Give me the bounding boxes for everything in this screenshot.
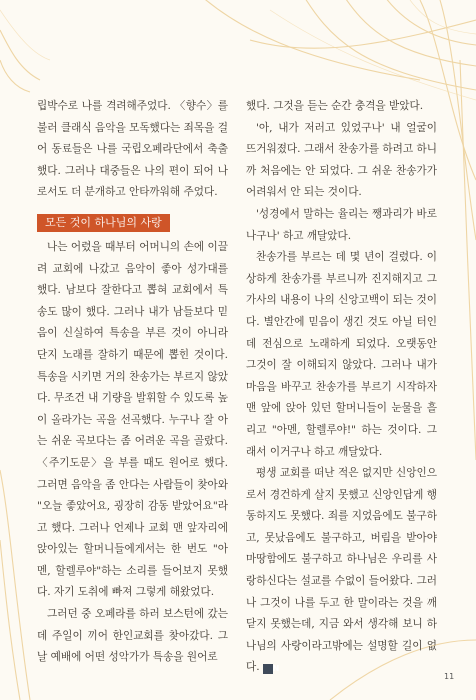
body-paragraph: 립박수로 나를 격려해주었다. 〈향수〉를 불러 클래식 음악을 모독했다는 죄목을 걸어 동료들은 나를 국립오페라단에서 축출했다. 그러나 대중들은 나의 편이 되어 나로서도 더 분개하고 안타까워해 주었다.	[37, 100, 228, 199]
end-mark-icon: N	[263, 664, 273, 674]
body-paragraph: 했다. 그것을 듣는 순간 충격을 받았다.	[246, 100, 424, 112]
body-paragraph: '아, 내가 저러고 있었구나' 내 얼굴이 뜨거워졌다. 그래서 찬송가를 하려고 하니까 처음에는 안 되었다. 그 쉬운 찬송가가 어려워서 안 되는 것이다.	[246, 121, 437, 199]
body-paragraph	[246, 463, 437, 679]
body-paragraph: 그러던 중 오페라를 하러 보스턴에 갔는데 주일이 끼어 한인교회를 찾아갔다. 그날 예배에 어떤 성악가가 특송을 원어로	[37, 608, 228, 664]
body-paragraph: '성경에서 말하는 율리는 쨍과리가 바로 나구나' 하고 깨달았다.	[246, 207, 437, 242]
section-heading: 모든 것이 하나님의 사랑	[37, 214, 170, 232]
body-paragraph: 찬송가를 부르는 데 몇 년이 걸렸다. 이상하게 찬송가를 부르니까 진지해지고 그 가사의 내용이 나의 신앙고백이 되는 것이다. 별안간에 믿음이 생긴 것도 아닐 터인데 전심으로 노래하게 되었다. 오랫동안 그것이 잘 이해되지 않았다. 그러나 내가 마음을 바꾸고 찬송가를 부르기 시작하자 맨 앞에 앉아 있던 할머니들이 눈물을 흘리고 "아멘, 할렐루야!" 하는 것이다. 그래서 이거구나 하고 깨달았다.	[246, 251, 437, 458]
body-paragraph: 나는 어렸을 때부터 어머니의 손에 이끌려 교회에 나갔고 음악이 좋아 성가대를 했다. 남보다 잘한다고 뽑혀 교회에서 특송도 많이 했다. 그러나 내가 남들보다 믿음이 신실하여 특송을 부른 것이 아니라 단지 노래를 잘하기 때문에 뽑힌 것이다. 특송을 시키면 거의 찬송가는 부르지 않았다. 무조건 내 기량을 발휘할 수 있도록 높이 올라가는 곡을 선곡했다. 누구나 잘 아는 쉬운 곡보다는 좀 어려운 곡을 골랐다. 〈주기도문〉을 부를 때도 원어로 했다. 그러면 음악을 좀 안다는 사람들이 찾아와 "오늘 좋았어요, 굉장히 감동 받았어요"라고 했다. 그러나 언제나 교회 맨 앞자리에 앉아있는 할머니들에게서는 한 번도 "아멘, 할렐루야"하는 소리를 들어보지 못했다. 자기 도취에 빠져 그렇게 해왔었다.	[37, 240, 228, 599]
left-column	[37, 96, 228, 669]
page-number: 11	[444, 672, 455, 681]
body-text: 평생 교회를 떠난 적은 없지만 신앙인으로서 경건하게 살지 못했고 신앙인답게 행동하지도 못했다. 죄를 지었음에도 불구하고, 못났음에도 불구하고, 버림을 받아야 마땅함에도 불구하고 하나님은 우리를 사랑하신다는 설교를 수없이 들어왔다. 그러나 그것이 나를 두고 한 말이라는 것을 깨닫지 못했는데, 지금 와서 생각해 보니 하나님의 사랑이라고밖에는 설명할 길이 없다.	[246, 467, 437, 674]
right-column	[246, 96, 437, 679]
